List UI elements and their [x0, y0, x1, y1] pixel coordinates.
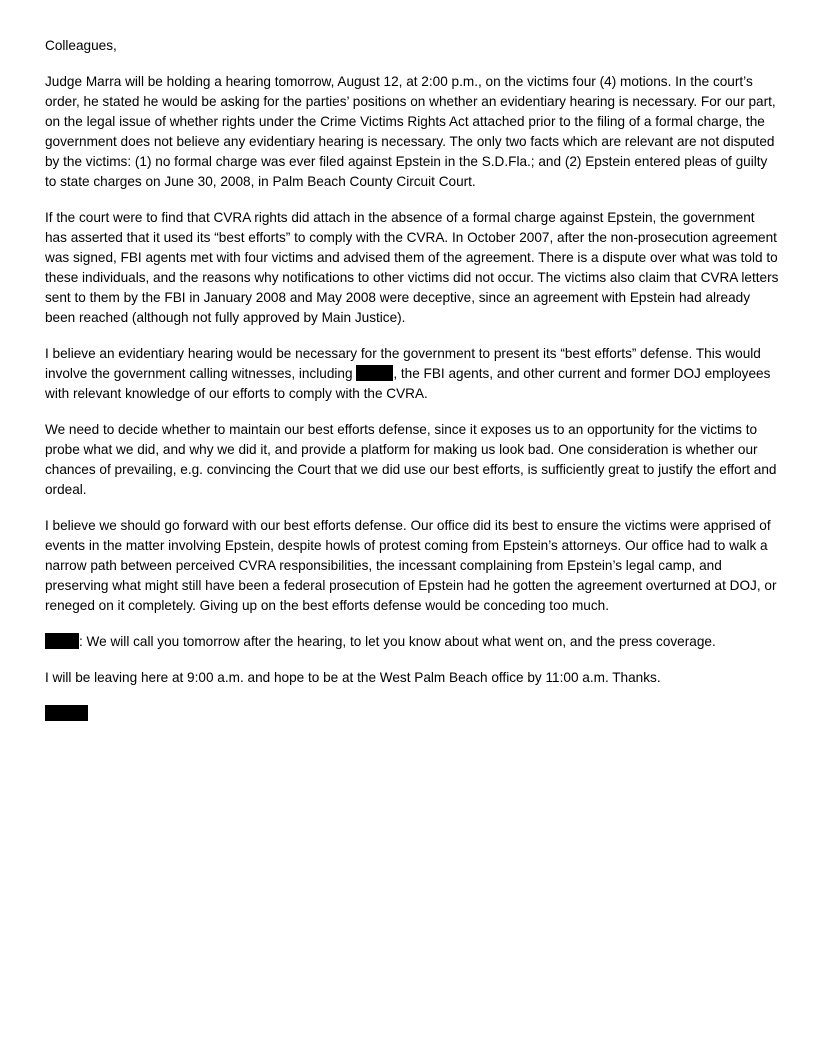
redacted-signature: [45, 705, 88, 721]
paragraph-call-text: : We will call you tomorrow after the hearing, to let you know about what went on, and the press coverage.: [79, 634, 716, 649]
paragraph-decision: We need to decide whether to maintain our best efforts defense, since it exposes us to an opportunity for the victims to probe what we did, and why we did it, and provide a platform for making us look bad. One consideration is whether our chances of prevailing, e.g. convincing the Court that we did use our best efforts, is sufficiently great to justify the effort and ordeal.: [45, 422, 777, 497]
redaction-block: [356, 365, 393, 381]
paragraph-recommendation: I believe we should go forward with our best efforts defense. Our office did its best to ensure the victims were apprised of events in the matter involving Epstein, despite howls of protest coming from Epstein’s attorneys. Our office had to walk a narrow path between perceived CVRA responsibilities, the incessant complaining from Epstein’s legal camp, and preserving what might still have been a federal prosecution of Epstein had he gotten the agreement overturned at DOJ, or reneged on it completely. Giving up on the best efforts defense would be conceding too much.: [45, 518, 777, 613]
paragraph-evidentiary-hearing-end: , the FBI agents, and other current and former DOJ employees with relevant knowledge of our efforts to comply with the CVRA.: [45, 366, 771, 401]
greeting: Colleagues,: [45, 38, 117, 53]
paragraph-evidentiary-hearing-start: I believe an evidentiary hearing would be necessary for the government to present its “best efforts” defense. This would involve the government calling witnesses, including: [45, 346, 761, 381]
paragraph-call: [45, 632, 780, 652]
paragraph-travel: I will be leaving here at 9:00 a.m. and hope to be at the West Palm Beach office by 11:00 a.m. Thanks.: [45, 670, 661, 685]
email-body: [45, 36, 780, 724]
paragraph-evidentiary-hearing: [45, 344, 780, 404]
signature: [45, 704, 780, 724]
redaction-block: [45, 633, 79, 649]
paragraph-cvra-rights: If the court were to find that CVRA rights did attach in the absence of a formal charge against Epstein, the government has asserted that it used its “best efforts” to comply with the CVRA. In October 2007, after the non-prosecution agreement was signed, FBI agents met with four victims and advised them of the agreement. There is a dispute over what was told to these individuals, and the reasons why notifications to other victims did not occur. The victims also claim that CVRA letters sent to them by the FBI in January 2008 and May 2008 were deceptive, since an agreement with Epstein had already been reached (although not fully approved by Main Justice).: [45, 210, 779, 325]
paragraph-hearing: Judge Marra will be holding a hearing tomorrow, August 12, at 2:00 p.m., on the victims four (4) motions. In the court’s order, he stated he would be asking for the parties’ positions on whether an evidentiary hearing is necessary. For our part, on the legal issue of whether rights under the Crime Victims Rights Act attached prior to the filing of a formal charge, the government does not believe any evidentiary hearing is necessary. The only two facts which are relevant are not disputed by the victims: (1) no formal charge was ever filed against Epstein in the S.D.Fla.; and (2) Epstein entered pleas of guilty to state charges on June 30, 2008, in Palm Beach County Circuit Court.: [45, 74, 776, 189]
